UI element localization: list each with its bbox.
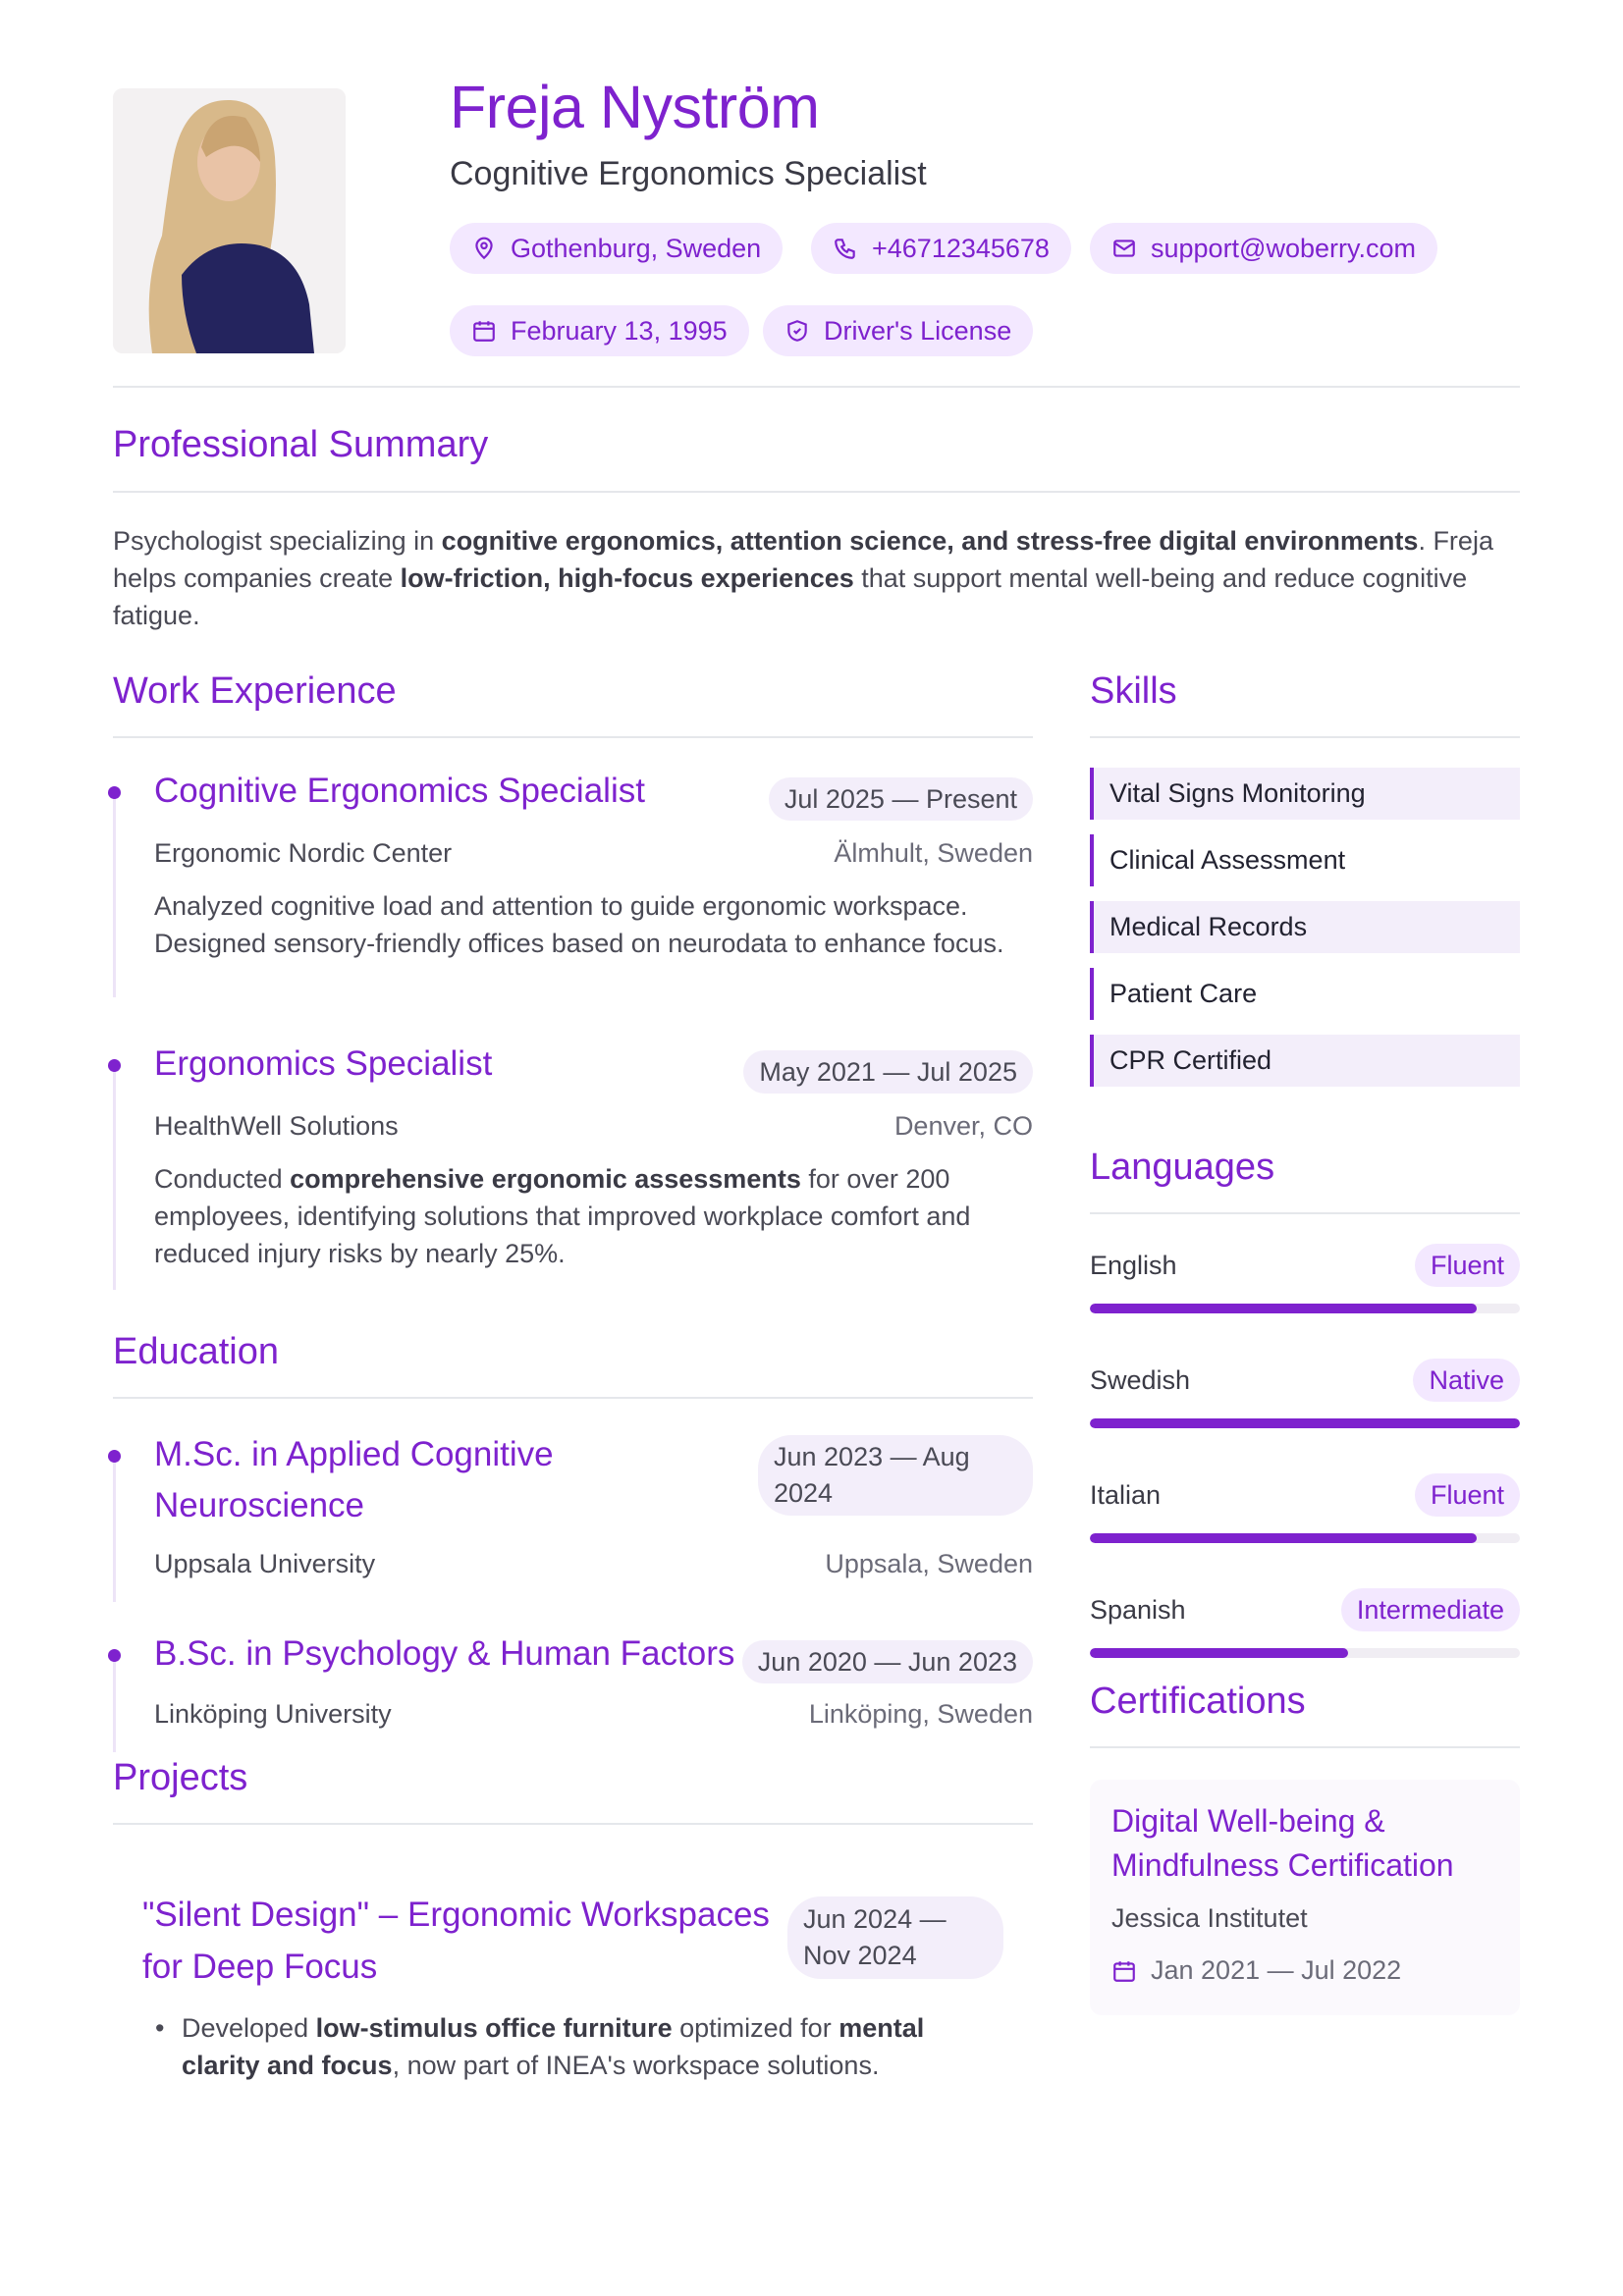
education-entry	[113, 1634, 1033, 1742]
timeline-line	[113, 791, 116, 997]
work-entry	[113, 1044, 1033, 1280]
candidate-title: Cognitive Ergonomics Specialist	[450, 155, 927, 192]
language-bar	[1090, 1418, 1520, 1428]
calendar-icon	[1111, 1958, 1137, 1984]
bullet-bold: low-stimulus office furniture	[315, 2013, 673, 2043]
languages-heading: Languages	[1090, 1147, 1275, 1188]
location-chip	[450, 223, 783, 274]
timeline-line	[113, 1455, 116, 1602]
candidate-name: Freja Nyström	[450, 74, 820, 140]
projects-divider	[113, 1823, 1033, 1825]
language-name: Swedish	[1090, 1365, 1191, 1395]
summary-part: Psychologist specializing in	[113, 526, 442, 556]
summary-part: that support mental well-being and reduce cognitive fatigue.	[113, 563, 1468, 630]
license-text: Driver's License	[824, 315, 1012, 346]
job-dates: May 2021 — Jul 2025	[743, 1050, 1033, 1094]
job-title: Cognitive Ergonomics Specialist	[154, 772, 645, 810]
language-name: Spanish	[1090, 1595, 1186, 1625]
mail-icon	[1111, 236, 1137, 261]
skill-item: Medical Records	[1090, 901, 1520, 953]
job-location: Denver, CO	[893, 1111, 1033, 1141]
project-title: "Silent Design" – Ergonomic Workspaces for Deep Focus	[142, 1896, 770, 1986]
certification-issuer: Jessica Institutet	[1111, 1903, 1308, 1933]
portrait-illustration	[113, 88, 346, 353]
bullet-part: optimized for	[672, 2013, 839, 2043]
bullet-part: , now part of INEA's workspace solutions.	[392, 2051, 880, 2080]
certification-title: Digital Well-being & Mindfulness Certification	[1111, 1803, 1454, 1883]
project-dates: Jun 2024 — Nov 2024	[787, 1896, 1003, 1979]
birthdate-chip	[450, 305, 749, 356]
skill-item: CPR Certified	[1090, 1035, 1520, 1087]
license-chip	[763, 305, 1033, 356]
degree-school: Uppsala University	[154, 1549, 376, 1578]
language-bar-fill	[1090, 1304, 1477, 1313]
map-pin-icon	[471, 236, 497, 261]
language-level: Fluent	[1415, 1473, 1520, 1517]
desc-part: Conducted	[154, 1164, 291, 1194]
desc-bold: comprehensive ergonomic assessments	[290, 1164, 801, 1194]
bullet-part: Developed	[182, 2013, 316, 2043]
language-bar	[1090, 1304, 1520, 1313]
degree-location: Uppsala, Sweden	[825, 1549, 1033, 1578]
shield-icon	[784, 318, 810, 344]
email-text: support@woberry.com	[1151, 233, 1416, 263]
birthdate-text: February 13, 1995	[511, 315, 728, 346]
degree-school: Linköping University	[154, 1699, 392, 1729]
timeline-line	[113, 1654, 116, 1752]
certifications-heading: Certifications	[1090, 1681, 1306, 1722]
language-bar	[1090, 1648, 1520, 1658]
summary-bold: low-friction, high-focus experiences	[400, 563, 854, 593]
certification-card	[1090, 1780, 1520, 2015]
job-company: HealthWell Solutions	[154, 1111, 399, 1141]
degree-dates: Jun 2020 — Jun 2023	[742, 1640, 1033, 1683]
work-heading: Work Experience	[113, 670, 397, 712]
phone-text: +46712345678	[872, 233, 1050, 263]
job-title: Ergonomics Specialist	[154, 1044, 493, 1083]
certifications-divider	[1090, 1746, 1520, 1748]
language-bar-fill	[1090, 1418, 1520, 1428]
education-heading: Education	[113, 1331, 280, 1372]
certification-dates: Jan 2021 — Jul 2022	[1151, 1955, 1402, 1985]
language-bar-fill	[1090, 1648, 1348, 1658]
job-company: Ergonomic Nordic Center	[154, 838, 453, 868]
language-level: Intermediate	[1341, 1588, 1520, 1631]
job-location: Älmhult, Sweden	[834, 838, 1033, 868]
skills-heading: Skills	[1090, 670, 1177, 712]
timeline-dot	[108, 1059, 121, 1072]
calendar-icon	[471, 318, 497, 344]
summary-bold: cognitive ergonomics, attention science, and stress-free digital environments	[441, 526, 1419, 556]
project-bullet	[157, 2009, 1001, 2084]
phone-icon	[833, 236, 858, 261]
work-divider	[113, 736, 1033, 738]
skills-divider	[1090, 736, 1520, 738]
skill-item: Clinical Assessment	[1090, 834, 1520, 886]
timeline-dot	[108, 1450, 121, 1463]
timeline-dot	[108, 786, 121, 799]
summary-part: . Freja helps companies create	[113, 526, 1493, 593]
education-entry	[113, 1435, 1033, 1592]
degree-location: Linköping, Sweden	[808, 1699, 1033, 1729]
project-bullet-text	[157, 2009, 1001, 2084]
job-description	[154, 1160, 1018, 1272]
desc-part: for over 200 employees, identifying solutions that improved workplace comfort and reduced injury risks by nearly 25%.	[154, 1164, 971, 1268]
bullet-bold: mental clarity and focus	[182, 2013, 925, 2080]
work-entry	[113, 772, 1033, 997]
summary-heading: Professional Summary	[113, 424, 489, 465]
languages-divider	[1090, 1212, 1520, 1214]
language-name: Italian	[1090, 1480, 1162, 1510]
education-divider	[113, 1397, 1033, 1399]
language-name: English	[1090, 1251, 1177, 1280]
projects-heading: Projects	[113, 1757, 248, 1798]
degree-title: M.Sc. in Applied Cognitive Neuroscience	[154, 1435, 554, 1524]
job-description: Analyzed cognitive load and attention to guide ergonomic workspace. Designed sensory-friendly offices based on neurodata to enhance focus.	[154, 891, 1004, 958]
summary-text	[113, 522, 1520, 634]
summary-divider	[113, 491, 1520, 493]
email-chip[interactable]	[1090, 223, 1437, 274]
phone-chip[interactable]	[811, 223, 1071, 274]
language-bar-fill	[1090, 1533, 1477, 1543]
language-level: Native	[1413, 1359, 1520, 1402]
certification-dates-row	[1111, 1955, 1401, 1986]
header-divider	[113, 386, 1520, 388]
skill-item: Vital Signs Monitoring	[1090, 768, 1520, 820]
language-bar	[1090, 1533, 1520, 1543]
timeline-dot	[108, 1649, 121, 1662]
job-dates: Jul 2025 — Present	[769, 777, 1033, 821]
language-level: Fluent	[1415, 1244, 1520, 1287]
skill-item: Patient Care	[1090, 968, 1520, 1020]
bullet-icon: •	[155, 2013, 165, 2043]
profile-photo	[113, 88, 346, 353]
timeline-line	[113, 1064, 116, 1290]
degree-dates: Jun 2023 — Aug 2024	[758, 1435, 1033, 1516]
location-text: Gothenburg, Sweden	[511, 233, 762, 263]
degree-title: B.Sc. in Psychology & Human Factors	[154, 1634, 735, 1673]
